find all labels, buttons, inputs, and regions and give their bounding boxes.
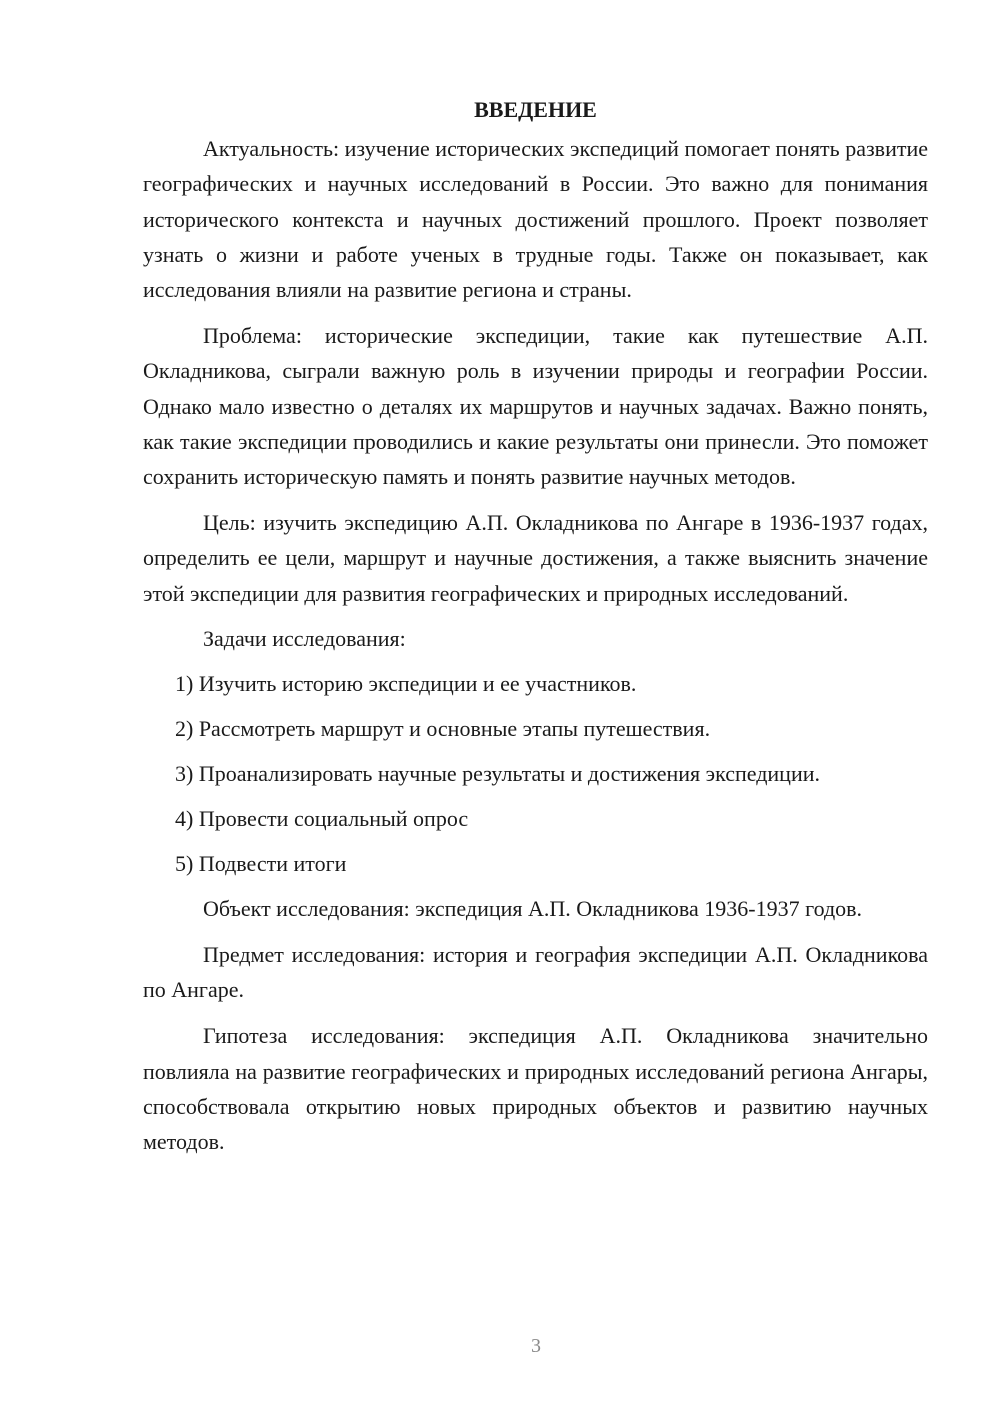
subject-paragraph: Предмет исследования: история и география экспедиции А.П. Окладникова по Ангаре. (143, 942, 928, 1003)
page-number: 3 (531, 1335, 541, 1357)
tasks-list (143, 666, 928, 881)
hypothesis-paragraph: Гипотеза исследования: экспедиция А.П. Окладникова значительно повлияла на развитие географических и природных исследований региона Ангары, способствовала открытию новых природных объектов и развитию научных методов. (143, 1023, 928, 1155)
task-item: 3) Проанализировать научные результаты и достижения экспедиции. (175, 761, 821, 787)
task-item: 5) Подвести итоги (175, 851, 347, 877)
section-title: ВВЕДЕНИЕ (474, 97, 597, 122)
task-item: 4) Провести социальный опрос (175, 806, 469, 832)
tasks-heading: Задачи исследования: (203, 626, 406, 652)
object-paragraph: Объект исследования: экспедиция А.П. Окладникова 1936-1937 годов. (203, 896, 863, 922)
task-item: 1) Изучить историю экспедиции и ее участников. (175, 671, 637, 697)
relevance-paragraph: Актуальность: изучение исторических экспедиций помогает понять развитие географических и научных исследований в России. Это важно для понимания исторического контекста и научных достижений прошлого. Проект позволяет узнать о жизни и работе ученых в трудные годы. Также он показывает, как исследования влияли на развитие региона и страны. (143, 136, 928, 303)
goal-paragraph: Цель: изучить экспедицию А.П. Окладникова по Ангаре в 1936-1937 годах, определить ее цели, маршрут и научные достижения, а также выяснить значение этой экспедиции для развития географических и природных исследований. (143, 509, 928, 606)
problem-paragraph: Проблема: исторические экспедиции, такие как путешествие А.П. Окладникова, сыграли важную роль в изучении природы и географии России. Однако мало известно о деталях их маршрутов и научных задачах. Важно понять, как такие экспедиции проводились и какие результаты они принесли. Это поможет сохранить историческую память и понять развитие научных методов. (143, 322, 928, 490)
page-content (143, 92, 928, 1170)
task-item: 2) Рассмотреть маршрут и основные этапы путешествия. (175, 716, 711, 742)
